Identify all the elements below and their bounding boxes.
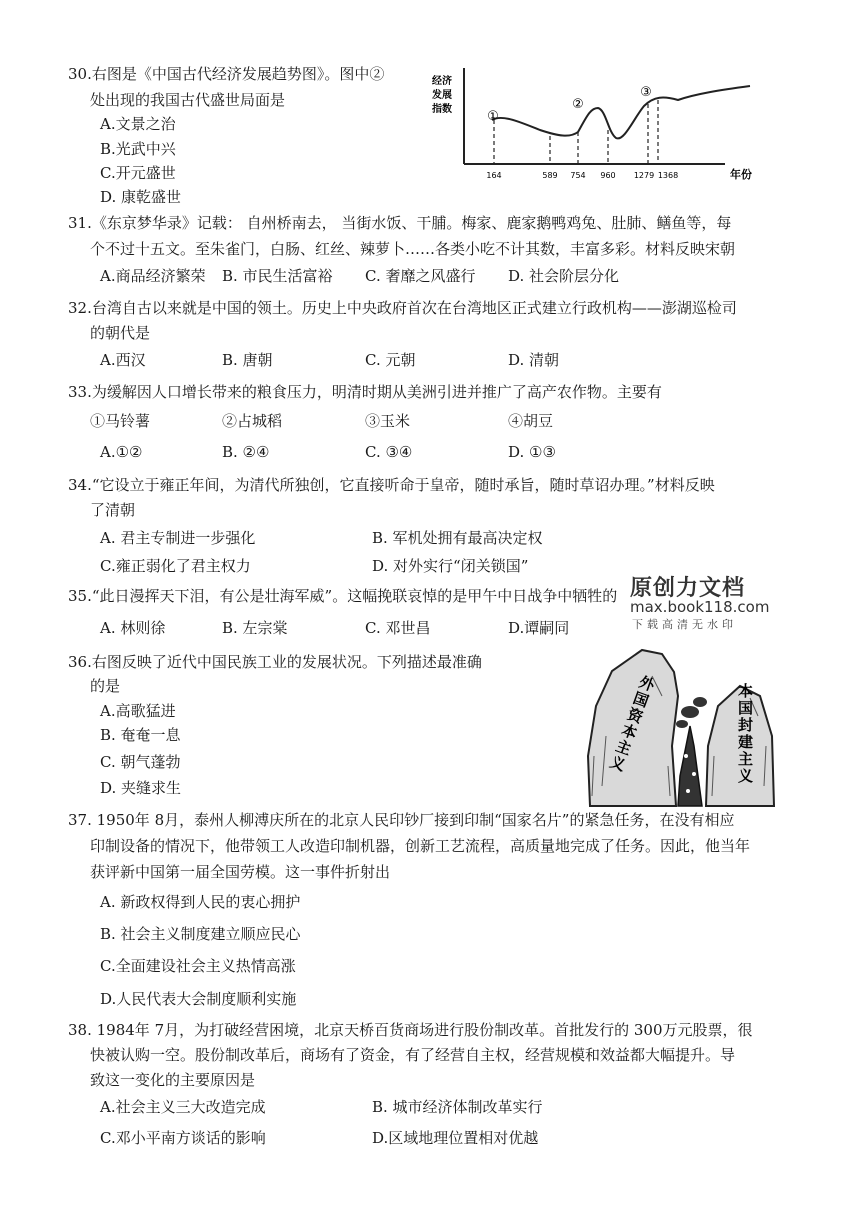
q35-option-d: D.谭嗣同 [508,619,570,637]
chart-ylabel-2: 发展 [432,90,452,101]
q32-option-c: C. 元朝 [365,351,416,369]
q37-stem-line2: 印制设备的情况下，他带领工人改造印制机器，创新工艺流程，高质量地完成了任务。因此，他当年 [90,837,751,855]
q33-option-c: C. ③④ [365,443,413,461]
marker-3: ③ [640,85,652,100]
chart-xlabel: 年份 [730,168,752,181]
watermark-title: 原创力文档 [630,576,746,601]
sprout-leaf-1 [681,706,699,718]
q33-item-2: ②占城稻 [222,412,283,430]
q32-option-b: B. 唐朝 [222,351,273,369]
sprout-leaf-3 [676,720,688,728]
q30-stem-line2: 处出现的我国古代盛世局面是 [90,91,286,109]
q32-stem-line1: 32.台湾自古以来就是中国的领土。历史上中央政府首次在台湾地区正式建立行政机构——澎湖巡检司 [68,299,737,317]
tick-label-754: 754 [570,171,586,180]
q31-option-d: D. 社会阶层分化 [508,267,620,285]
cartoon-two-rocks [582,636,777,816]
q32-option-d: D. 清朝 [508,351,560,369]
q33-option-d: D. ①③ [508,443,556,461]
q34-stem-line1: 34.“它设立于雍正年间，为清代所独创，它直接听命于皇帝，随时承旨，随时草诏办理。”材料反映 [68,476,715,494]
chart-ylabel-3: 指数 [432,104,452,115]
tick-label-589: 589 [542,171,558,180]
q34-option-d: D. 对外实行“闭关锁国” [372,557,529,575]
q30-option-d: D. 康乾盛世 [100,188,182,206]
q33-item-3: ③玉米 [365,412,411,430]
q34-option-c: C.雍正弱化了君主权力 [100,557,251,575]
q37-option-a: A. 新政权得到人民的衷心拥护 [100,893,301,911]
q33-item-1: ①马铃薯 [90,412,151,430]
q37-stem-line1: 37. 1950年 8月，泰州人柳溥庆所在的北京人民印钞厂接到印制“国家名片”的紧急任务，在没有相应 [68,811,735,829]
q30-option-a: A.文景之治 [100,115,176,133]
q33-option-a: A.①② [100,443,143,461]
tick-label-960: 960 [600,171,616,180]
q34-stem-line2: 了清朝 [90,501,136,519]
q36-option-d: D. 夹缝求生 [100,779,182,797]
q38-option-d: D.区域地理位置相对优越 [372,1129,539,1147]
q38-stem-line2: 快被认购一空。股份制改革后，商场有了资金，有了经营自主权，经营规模和效益都大幅提升。导 [90,1046,736,1064]
q37-option-d: D.人民代表大会制度顺利实施 [100,990,297,1008]
q34-option-b: B. 军机处拥有最高决定权 [372,529,543,547]
tick-label-164: 164 [486,171,502,180]
q30-option-c: C.开元盛世 [100,164,176,182]
q36-option-a: A.高歌猛进 [100,702,176,720]
chart-ylabel-1: 经济 [432,76,452,87]
trend-curve [492,86,750,138]
q33-stem-line1: 33.为缓解因人口增长带来的粮食压力，明清时期从美洲引进并推广了高产农作物。主要有 [68,383,662,401]
economic-trend-chart [420,58,765,188]
q35-option-b: B. 左宗棠 [222,619,288,637]
q34-option-a: A. 君主专制进一步强化 [100,529,256,547]
q30-option-b: B.光武中兴 [100,140,176,158]
marker-1: ① [487,109,499,124]
q37-option-c: C.全面建设社会主义热情高涨 [100,957,296,975]
q33-item-4: ④胡豆 [508,412,554,430]
left-rock-label: 外国资本主义 [607,672,657,775]
tick-label-1368: 1368 [657,171,679,180]
sprout-stem [678,726,702,806]
q38-option-c: C.邓小平南方谈话的影响 [100,1129,266,1147]
tick-label-1279: 1279 [633,171,655,180]
q37-stem-line3: 获评新中国第一届全国劳模。这一事件折射出 [90,863,391,881]
q36-stem-line2: 的是 [90,677,121,695]
q33-option-b: B. ②④ [222,443,270,461]
q36-option-b: B. 奄奄一息 [100,726,181,744]
right-rock-label: 本国封建主义 [738,682,754,785]
sprout-leaf-2 [693,697,707,707]
q35-option-c: C. 邓世昌 [365,619,431,637]
q38-stem-line1: 38. 1984年 7月，为打破经营困境，北京天桥百货商场进行股份制改革。首批发行的 300万元股票，很 [68,1021,753,1039]
watermark-subtitle: 下载高清无水印 [632,618,737,631]
q38-option-b: B. 城市经济体制改革实行 [372,1098,543,1116]
q35-stem-line1: 35.“此日漫挥天下泪，有公是壮海军威”。这幅挽联哀悼的是甲午中日战争中牺牲的 [68,587,618,605]
marker-2: ② [572,97,584,112]
watermark-url: max.book118.com [630,598,770,616]
q37-option-b: B. 社会主义制度建立顺应民心 [100,925,301,943]
q31-option-b: B. 市民生活富裕 [222,267,333,285]
q31-option-c: C. 奢靡之风盛行 [365,267,476,285]
q38-option-a: A.社会主义三大改造完成 [100,1098,266,1116]
q31-option-a: A.商品经济繁荣 [100,267,206,285]
q36-stem-line1: 36.右图反映了近代中国民族工业的发展状况。下列描述最准确 [68,653,482,671]
q30-stem-line1: 30.右图是《中国古代经济发展趋势图》。图中② [68,65,385,83]
q32-option-a: A.西汉 [100,351,146,369]
q31-stem-line1: 31.《东京梦华录》记载： 自州桥南去， 当街水饭、干脯。梅家、鹿家鹅鸭鸡兔、肚肺、鳝鱼等，每 [68,214,732,232]
q38-stem-line3: 致这一变化的主要原因是 [90,1071,256,1089]
q32-stem-line2: 的朝代是 [90,324,151,342]
q36-option-c: C. 朝气蓬勃 [100,753,181,771]
q35-option-a: A. 林则徐 [100,619,166,637]
q31-stem-line2: 个不过十五文。至朱雀门，白肠、红丝、辣萝卜……各类小吃不计其数，丰富多彩。材料反映宋朝 [90,240,736,258]
